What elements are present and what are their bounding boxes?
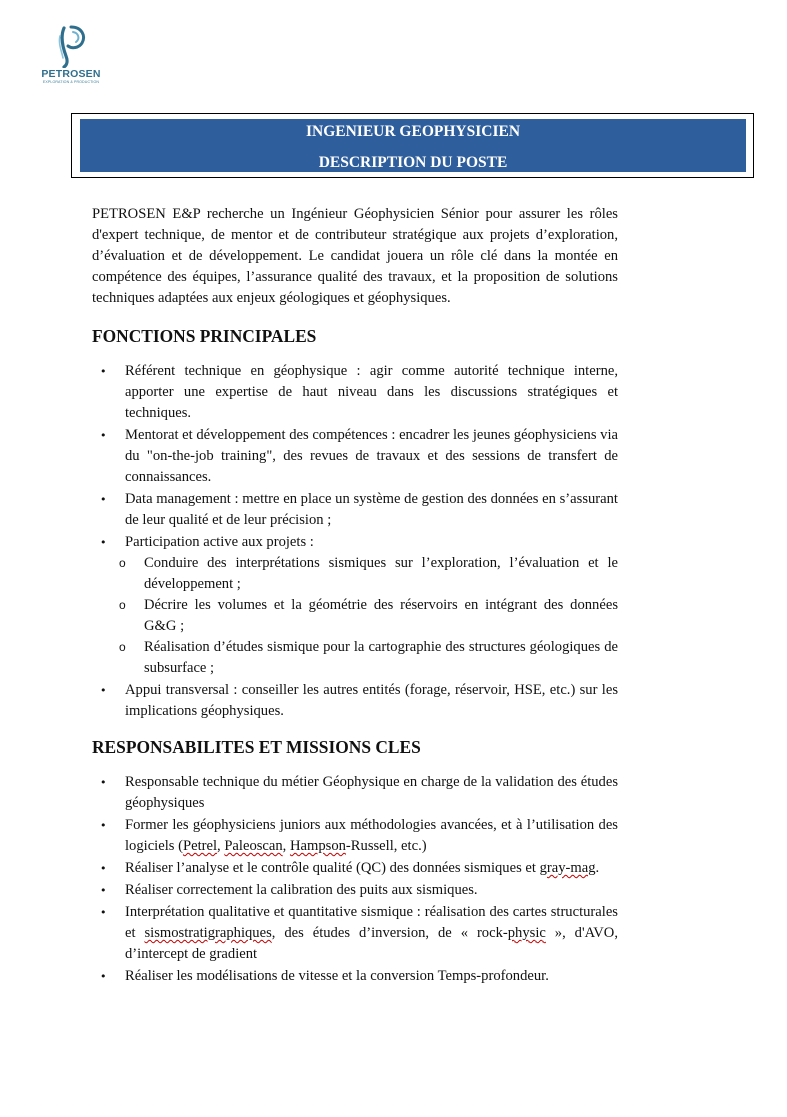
list-item-text: • Appui transversal : conseiller les autres entités (forage, réservoir, HSE, etc.) sur les implications géophysiques. [125,682,618,719]
list-item [92,425,618,488]
text-segment: », d'AVO, d’intercept de gradient [125,925,618,962]
list-item-text: • Réaliser correctement la calibration des puits aux sismiques. [125,882,478,898]
document-body [92,204,618,988]
list-item [92,815,618,857]
list-item [92,966,618,987]
petrosen-logo [36,24,106,96]
responsabilites-list [92,772,618,987]
text-segment: Interprétation qualitative et quantitative sismique : réalisation des cartes structurales et [125,904,618,941]
text-segment: , [282,838,290,854]
list-item [92,361,618,424]
petrosen-logo-icon [51,24,91,68]
spellcheck-word: Paleoscan [224,838,283,854]
list-item [92,680,618,722]
spellcheck-word: physic [507,925,546,941]
spellcheck-word: gray-mag [539,860,596,876]
list-item [92,880,618,901]
text-segment: Réaliser l’analyse et le contrôle qualité (QC) des données sismiques et [125,860,540,876]
section-heading-responsabilites: RESPONSABILITES ET MISSIONS CLES [92,737,421,757]
text-segment: . [595,860,600,876]
list-item [92,858,618,879]
sub-list-item: o Décrire les volumes et la géométrie des réservoirs en intégrant des données G&G ; [125,595,618,637]
list-item-text: • Responsable technique du métier Géophysique en charge de la validation des études géophysiques [125,774,618,811]
list-item [92,532,618,679]
text-segment: -Russell, etc.) [345,838,427,854]
list-item [92,902,618,965]
list-item [92,772,618,814]
logo-name: PETROSEN [41,68,101,80]
spellcheck-word: sismostratigraphiques [144,925,272,941]
list-item [92,489,618,531]
text-segment: , [217,838,225,854]
document-subtitle: DESCRIPTION DU POSTE [318,154,508,171]
logo-subtitle: EXPLORATION & PRODUCTION [42,80,100,84]
text-segment: Former les géophysiciens juniors aux méthodologies avancées, et à l’utilisation des logiciels ( [125,817,618,854]
spellcheck-word: Hampson [289,838,346,854]
list-item-text: • Mentorat et développement des compétences : encadrer les jeunes géophysiciens via du "on-the-job training", des revues de travaux et des sessions de transfert de connaissances. [125,427,618,485]
title-band [80,119,746,172]
fonctions-list [92,361,618,722]
text-segment: , des études d’inversion, de « rock- [271,925,508,941]
list-item-text: • Réaliser les modélisations de vitesse et la conversion Temps-profondeur. [125,968,549,984]
sub-list-item: o Réalisation d’études sismique pour la cartographie des structures géologiques de subsurface ; [125,637,618,679]
list-item-text: • Data management : mettre en place un système de gestion des données en s’assurant de leur qualité et de leur précision ; [125,491,618,528]
title-box [71,113,754,178]
list-item-text [125,902,618,965]
spellcheck-word: Petrel [182,838,218,854]
intro-paragraph: PETROSEN E&P recherche un Ingénieur Géophysicien Sénior pour assurer les rôles d'expert technique, de mentor et de contributeur stratégique aux projets d’exploration, d’évaluation et de développement. Le candidat jouera un rôle clé dans la montée en compétence des équipes, l’assurance qualité des travaux, et la proposition de solutions techniques adaptées aux enjeux géologiques et géophysiques. [92,206,618,306]
list-item-text: • Participation active aux projets : [125,534,314,550]
section-heading-fonctions: FONCTIONS PRINCIPALES [92,326,317,346]
sub-list [125,553,618,679]
list-item-text [125,815,618,857]
list-item-text: • Référent technique en géophysique : agir comme autorité technique interne, apporter une expertise de haut niveau dans les discussions stratégiques et techniques. [125,363,618,421]
job-title: INGENIEUR GEOPHYSICIEN [305,123,521,140]
sub-list-item: o Conduire des interprétations sismiques sur l’exploration, l’évaluation et le développement ; [125,553,618,595]
list-item-text [125,858,618,879]
